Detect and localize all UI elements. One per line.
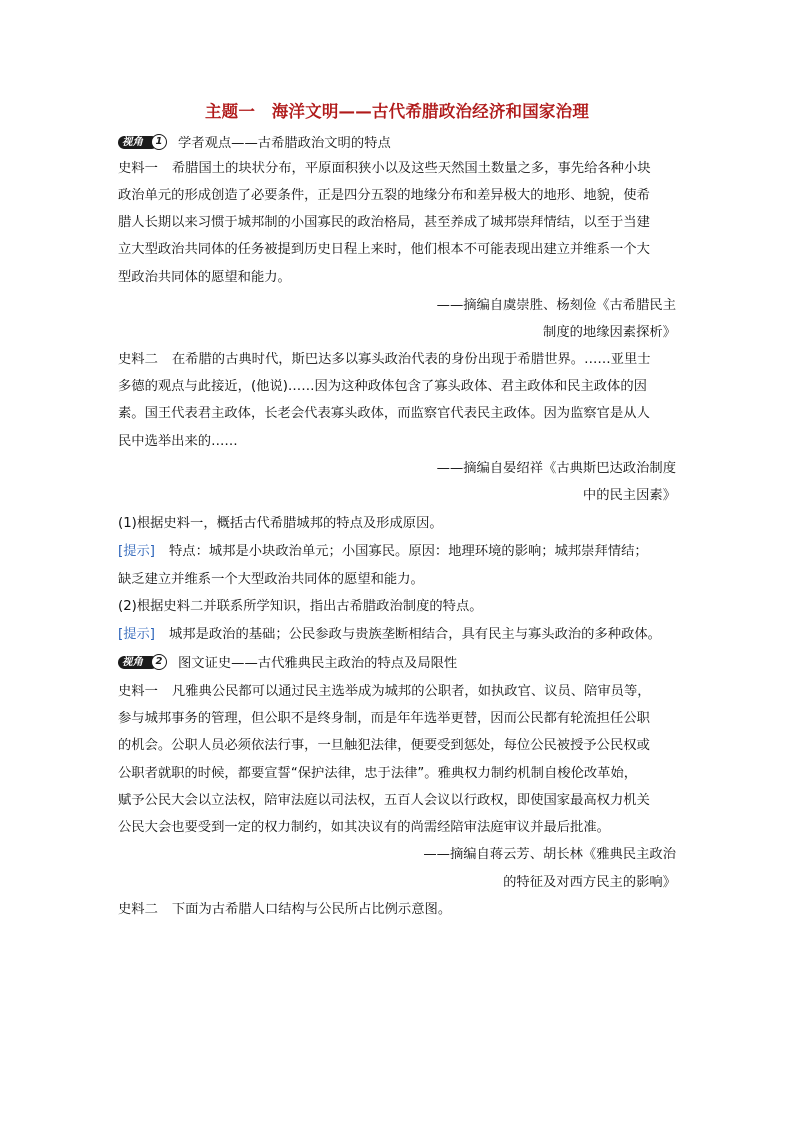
badge-number: 1: [151, 134, 167, 150]
badge-label: 视角: [118, 136, 158, 149]
source-text: 下面为古希腊人口结构与公民所占比例示意图。: [171, 902, 452, 917]
source-label: 史料一: [118, 161, 158, 176]
s2-src1-line-2: 的机会。公职人员必须依法行事，一旦触犯法律，便要受到惩处，每位公民被授予公民权或: [118, 738, 650, 753]
answer-1-line-0: [118, 544, 648, 560]
s2-src1-cite-1: 的特征及对西方民主的影响》: [503, 875, 676, 890]
section2-heading: 图文证史——古代雅典民主政治的特点及局限性: [178, 656, 458, 671]
answer-1-line-1: 缺乏建立并维系一个大型政治共同体的愿望和能力。: [118, 572, 424, 587]
perspective-badge-2: [118, 654, 172, 670]
section1-heading: 学者观点——古希腊政治文明的特点: [178, 136, 391, 151]
s1-src2-line-2: 素。国王代表君主政体，长老会代表寡头政体，而监察官代表民主政体。因为监察官是从人: [118, 406, 650, 421]
s1-src1-line-0: [118, 161, 651, 177]
perspective-badge-1: [118, 134, 172, 150]
s2-src1-line-3: 公职者就职的时候，都要宣誓“保护法律，忠于法律”。雅典权力制约机制自梭伦改革始，: [118, 766, 638, 781]
badge-label: 视角: [118, 656, 158, 669]
source-text: 在希腊的古典时代，斯巴达多以寡头政治代表的身份出现于希腊世界。……亚里士: [171, 352, 651, 367]
section2-heading-row: [118, 655, 457, 672]
s2-src1-line-4: 赋予公民大会以立法权，陪审法庭以司法权，五百人会议以行政权，即使国家最高权力机关: [118, 793, 650, 808]
answer-text: 特点：城邦是小块政治单元；小国寡民。原因：地理环境的影响；城邦崇拜情结；: [168, 544, 648, 559]
s1-src2-line-1: 多德的观点与此接近，(他说)……因为这种政体包含了寡头政体、君主政体和民主政体的因: [118, 379, 647, 394]
s2-src2-line: [118, 902, 451, 918]
source-text: 凡雅典公民都可以通过民主选举成为城邦的公职者，如执政官、议员、陪审员等，: [171, 684, 651, 699]
s1-src1-line-2: 腊人长期以来习惯于城邦制的小国寡民的政治格局，甚至养成了城邦崇拜情结，以至于当建: [118, 215, 650, 230]
answer-text: 城邦是政治的基础；公民参政与贵族垄断相结合，具有民主与寡头政治的多种政体。: [168, 627, 661, 642]
s1-src1-line-3: 立大型政治共同体的任务被提到历史日程上来时，他们根本不可能表现出建立并维系一个大: [118, 242, 650, 257]
page-title: 主题一 海洋文明——古代希腊政治经济和国家治理: [204, 102, 590, 121]
s2-src1-cite-0: ——摘编自蒋云芳、胡长林《雅典民主政治: [423, 847, 676, 862]
s1-src2-line-0: [118, 352, 651, 368]
s1-src1-line-4: 型政治共同体的愿望和能力。: [118, 270, 291, 285]
s2-src1-line-1: 参与城邦事务的管理，但公职不是终身制，而是年年选举更替，因而公民都有轮流担任公职: [118, 711, 650, 726]
question-1: (1)根据史料一，概括古代希腊城邦的特点及形成原因。: [118, 516, 443, 531]
s1-src2-cite-0: ——摘编自晏绍祥《古典斯巴达政治制度: [436, 461, 676, 476]
section1-heading-row: [118, 135, 391, 152]
badge-number: 2: [151, 654, 167, 670]
s1-src1-cite-1: 制度的地缘因素探析》: [543, 325, 676, 340]
s1-src1-line-1: 政治单元的形成创造了必要条件，正是四分五裂的地缘分布和差异极大的地形、地貌，使希: [118, 188, 650, 203]
hint-label: [提示]: [118, 627, 155, 642]
source-text: 希腊国土的块状分布，平原面积狭小以及这些天然国土数量之多，事先给各种小块: [171, 161, 651, 176]
s1-src2-cite-1: 中的民主因素》: [582, 488, 676, 503]
hint-label: [提示]: [118, 544, 155, 559]
s1-src1-cite-0: ——摘编自虞崇胜、杨刻俭《古希腊民主: [436, 298, 676, 313]
source-label: 史料二: [118, 352, 158, 367]
s2-src1-line-0: [118, 684, 651, 700]
question-2: (2)根据史料二并联系所学知识，指出古希腊政治制度的特点。: [118, 599, 483, 614]
s2-src1-line-5: 公民大会也要受到一定的权力制约，如其决议有的尚需经陪审法庭审议并最后批准。: [118, 820, 610, 835]
source-label: 史料二: [118, 902, 158, 917]
answer-2-line: [118, 627, 661, 643]
source-label: 史料一: [118, 684, 158, 699]
s1-src2-line-3: 民中选举出来的……: [118, 434, 238, 449]
